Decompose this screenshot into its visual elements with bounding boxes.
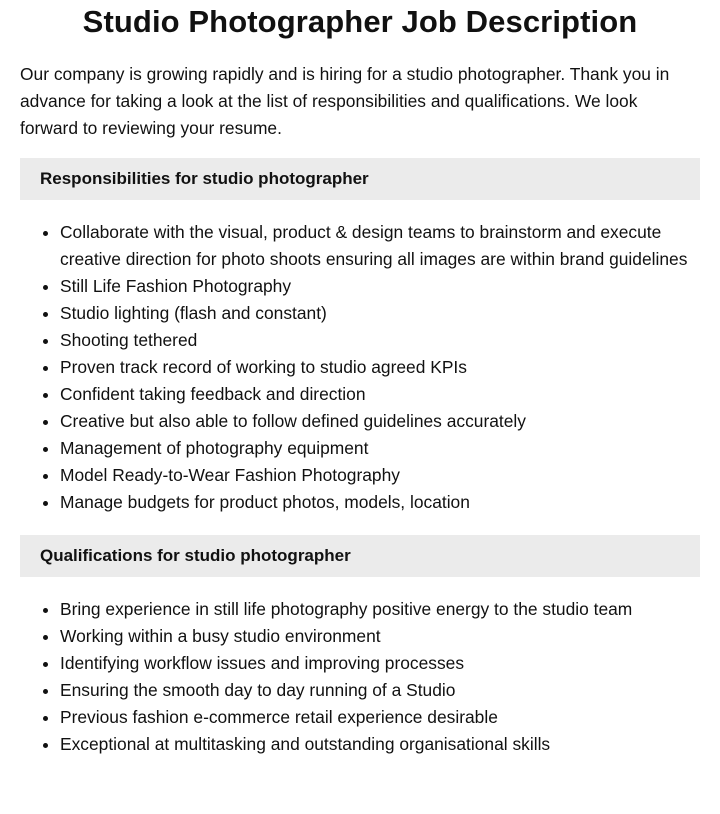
responsibilities-list [20,219,700,516]
list-item: • Working within a busy studio environment [60,623,700,650]
list-item: • Creative but also able to follow defined guidelines accurately [60,408,700,435]
list-item: • Ensuring the smooth day to day running of a Studio [60,677,700,704]
list-item: • Collaborate with the visual, product & design teams to brainstorm and execute creative direction for photo shoots ensuring all images are within brand guidelines [60,219,700,273]
list-item: • Manage budgets for product photos, models, location [60,489,700,516]
page-title: Studio Photographer Job Description [82,4,638,39]
qualifications-list [20,596,700,758]
list-item: • Still Life Fashion Photography [60,273,700,300]
list-item: • Shooting tethered [60,327,700,354]
list-item: • Bring experience in still life photography positive energy to the studio team [60,596,700,623]
list-item: • Proven track record of working to studio agreed KPIs [60,354,700,381]
responsibilities-heading: Responsibilities for studio photographer [20,158,700,200]
list-item: • Exceptional at multitasking and outstanding organisational skills [60,731,700,758]
list-item: • Confident taking feedback and direction [60,381,700,408]
list-item: • Previous fashion e-commerce retail experience desirable [60,704,700,731]
list-item: • Identifying workflow issues and improving processes [60,650,700,677]
list-item: • Management of photography equipment [60,435,700,462]
intro-paragraph: Our company is growing rapidly and is hiring for a studio photographer. Thank you in advance for taking a look at the list of responsibilities and qualifications. We look forward to reviewing your resume. [20,64,670,138]
list-item: • Model Ready-to-Wear Fashion Photography [60,462,700,489]
list-item: • Studio lighting (flash and constant) [60,300,700,327]
qualifications-heading: Qualifications for studio photographer [20,535,700,577]
